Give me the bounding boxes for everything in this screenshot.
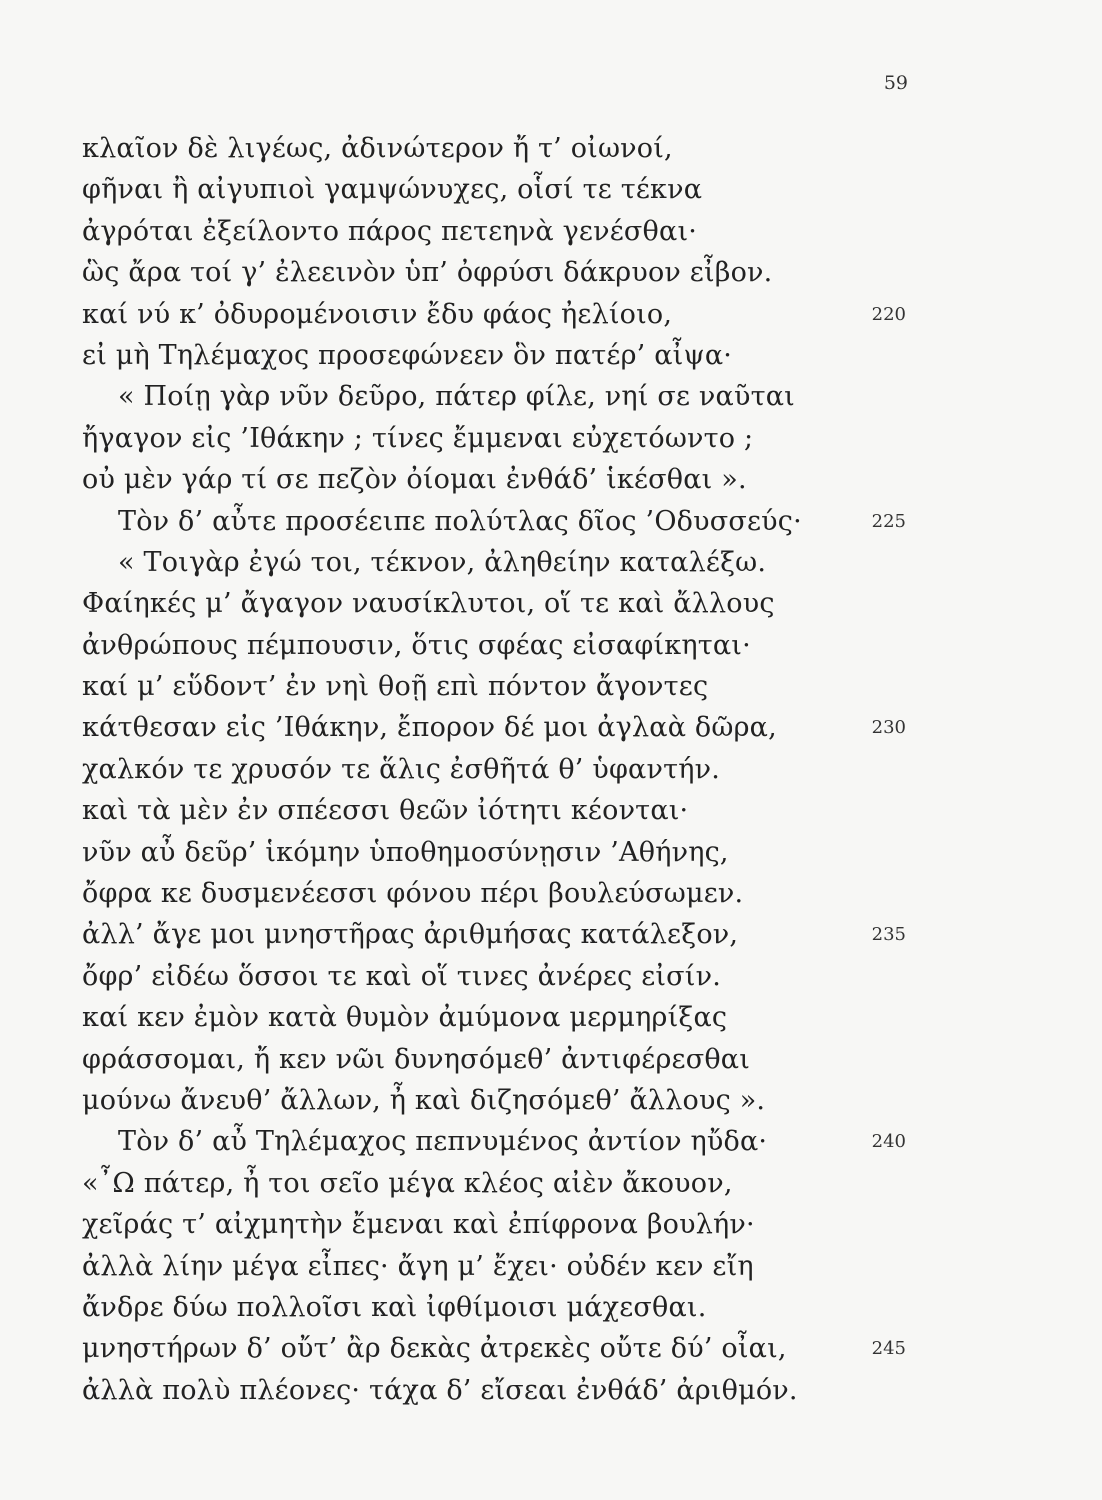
verse-line [0, 294, 1102, 335]
verse-line [0, 666, 1102, 707]
verse-line [0, 583, 1102, 624]
line-number: 220 [871, 303, 906, 325]
line-number: 230 [871, 717, 906, 739]
verse-line [0, 1204, 1102, 1245]
verse-text: Τὸν δ’ αὖτε προσέειπε πολύτλας δῖος ’Οδυσσεύς· [118, 505, 802, 537]
verse-text: ἀνθρώπους πέμπουσιν, ὅτις σφέας εἰσαφίκηται· [82, 629, 751, 661]
verse-text: χεῖράς τ’ αἰχμητὴν ἔμεναι καὶ ἐπίφρονα βουλήν· [82, 1209, 755, 1241]
verse-text: οὐ μὲν γάρ τί σε πεζὸν ὀίομαι ἐνθάδ’ ἱκέσθαι ». [82, 464, 747, 496]
verse-text: « Τοιγὰρ ἐγώ τοι, τέκνον, ἀληθείην καταλέξω. [118, 546, 767, 578]
verse-text: καί κεν ἐμὸν κατὰ θυμὸν ἀμύμονα μερμηρίξας [82, 1002, 728, 1034]
line-number: 225 [871, 510, 906, 532]
verse-line [0, 997, 1102, 1038]
verse-text: «῏Ω πάτερ, ἦ τοι σεῖο μέγα κλέος αἰὲν ἄκουον, [82, 1167, 733, 1199]
verse-line [0, 956, 1102, 997]
verse-line [0, 625, 1102, 666]
verse-text: κλαῖον δὲ λιγέως, ἀδινώτερον ἤ τ’ οἰωνοί, [82, 133, 673, 164]
verse-text: χαλκόν τε χρυσόν τε ἅλις ἐσθῆτά θ’ ὑφαντήν. [82, 753, 721, 785]
verse-line [0, 790, 1102, 831]
verse-text: ὄφρ’ εἰδέω ὅσσοι τε καὶ οἵ τινες ἀνέρες εἰσίν. [82, 960, 721, 992]
verse-line [0, 1246, 1102, 1287]
verse-text: ἀλλὰ λίην μέγα εἶπες· ἄγη μ’ ἔχει· οὐδέν κεν εἴη [82, 1250, 754, 1282]
verse-text: νῦν αὖ δεῦρ’ ἱκόμην ὑποθημοσύνῃσιν ’Αθήνης, [82, 836, 729, 868]
verse-line [0, 1121, 1102, 1162]
verse-line [0, 169, 1102, 210]
verse-line [0, 832, 1102, 873]
verse-line [0, 128, 1102, 169]
verse-line [0, 418, 1102, 459]
verse-text: ἤγαγον εἰς ’Ιθάκην ; τίνες ἔμμεναι εὐχετόωντο ; [82, 422, 754, 454]
verse-text: καί μ’ εὕδοντ’ ἐν νηὶ θοῇ επὶ πόντον ἄγοντες [82, 671, 709, 703]
verse-line [0, 459, 1102, 500]
verse-line [0, 252, 1102, 293]
verse-text: μούνω ἄνευθ’ ἄλλων, ἦ καὶ διζησόμεθ’ ἄλλους ». [82, 1084, 766, 1116]
verse-line [0, 1039, 1102, 1080]
verse-text: ἀλλὰ πολὺ πλέονες· τάχα δ’ εἴσεαι ἐνθάδ’ ἀριθμόν. [82, 1374, 798, 1406]
verse-text: καί νύ κ’ ὀδυρομένοισιν ἔδυ φάος ἠελίοιο, [82, 298, 673, 330]
verse-line [0, 873, 1102, 914]
verse-text: ὄφρα κε δυσμενέεσσι φόνου πέρι βουλεύσωμεν. [82, 878, 744, 910]
line-number: 240 [871, 1131, 906, 1153]
line-number: 235 [871, 924, 906, 946]
verse-line [0, 1370, 1102, 1411]
line-number: 245 [871, 1338, 906, 1360]
verse-text: ὣς ἄρα τοί γ’ ἐλεεινὸν ὑπ’ ὀφρύσι δάκρυον εἶβον. [82, 257, 773, 289]
verse-line [0, 707, 1102, 748]
verse-line [0, 1287, 1102, 1328]
verse-text: εἰ μὴ Τηλέμαχος προσεφώνεεν ὃν πατέρ’ αἶψα· [82, 339, 733, 371]
verse-text: φράσσομαι, ἤ κεν νῶι δυνησόμεθ’ ἀντιφέρεσθαι [82, 1043, 751, 1075]
verse-line [0, 376, 1102, 417]
verse-text: ἀλλ’ ἄγε μοι μνηστῆρας ἀριθμήσας κατάλεξον, [82, 919, 739, 951]
verse-line [0, 211, 1102, 252]
verse-line [0, 749, 1102, 790]
verse-line [0, 501, 1102, 542]
verse-line [0, 1080, 1102, 1121]
verse-block [0, 128, 1102, 1411]
verse-text: Τὸν δ’ αὖ Τηλέμαχος πεπνυμένος ἀντίον ηὔδα· [118, 1126, 768, 1158]
verse-text: φῆναι ἢ αἰγυπιοὶ γαμψώνυχες, οἷσί τε τέκνα [82, 174, 703, 206]
page-number: 59 [883, 72, 908, 94]
verse-text: μνηστήρων δ’ οὔτ’ ἂρ δεκὰς ἀτρεκὲς οὔτε δύ’ οἶαι, [82, 1333, 787, 1365]
verse-text: καὶ τὰ μὲν ἐν σπέεσσι θεῶν ἰότητι κέονται· [82, 795, 689, 827]
verse-line [0, 335, 1102, 376]
verse-line [0, 1163, 1102, 1204]
verse-line [0, 1328, 1102, 1369]
verse-text: ἄνδρε δύω πολλοῖσι καὶ ἰφθίμοισι μάχεσθαι. [82, 1291, 707, 1323]
verse-text: Φαίηκές μ’ ἄγαγον ναυσίκλυτοι, οἵ τε καὶ ἄλλους [82, 588, 775, 620]
verse-text: « Ποίῃ γὰρ νῦν δεῦρο, πάτερ φίλε, νηί σε ναῦται [118, 381, 795, 413]
verse-text: κάτθεσαν εἰς ’Ιθάκην, ἔπορον δέ μοι ἀγλαὰ δῶρα, [82, 712, 777, 744]
verse-line [0, 914, 1102, 955]
verse-text: ἀγρόται ἐξείλοντο πάρος πετεηνὰ γενέσθαι· [82, 215, 698, 247]
verse-line [0, 542, 1102, 583]
